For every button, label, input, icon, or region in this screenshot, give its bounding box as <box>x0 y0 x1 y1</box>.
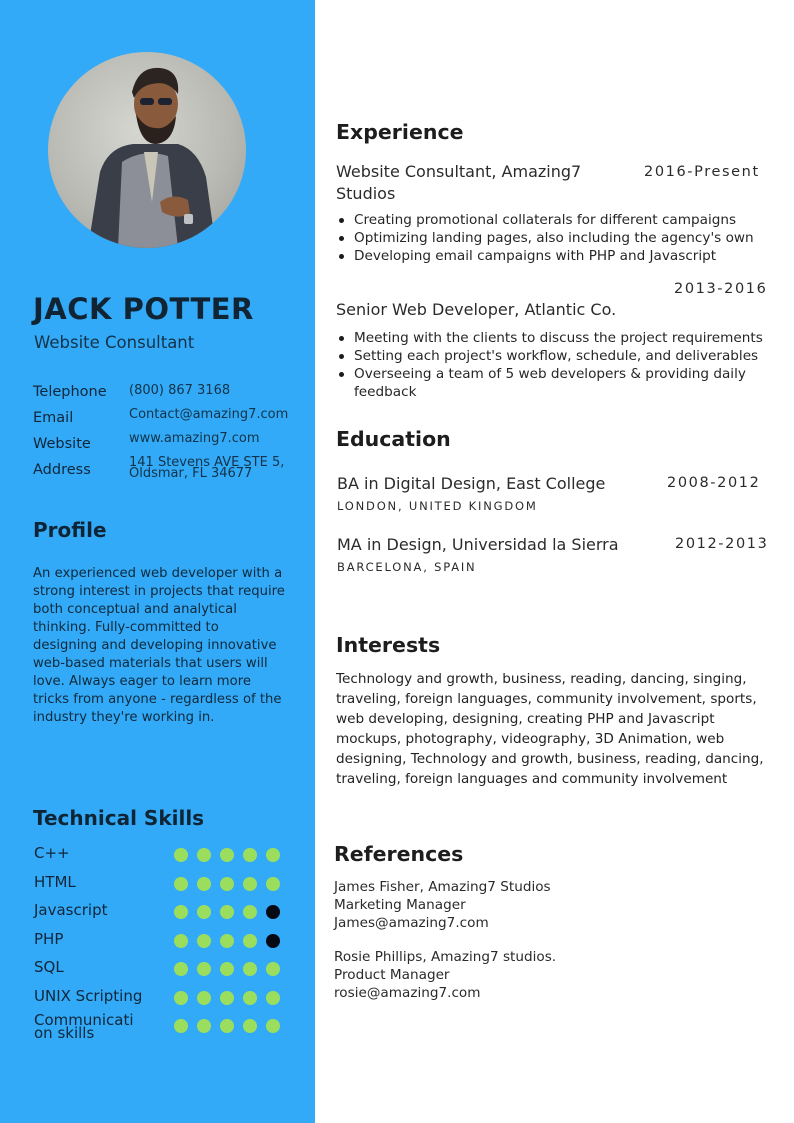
profile-heading: Profile <box>33 518 107 542</box>
rating-dot-filled-icon <box>266 962 280 976</box>
reference-entry <box>334 878 551 932</box>
rating-dot-filled-icon <box>197 962 211 976</box>
contact-label: Email <box>33 410 74 426</box>
website-link[interactable]: www.amazing7.com <box>129 431 260 446</box>
skill-row <box>33 958 293 987</box>
skill-row <box>33 901 293 930</box>
contact-telephone <box>33 383 303 409</box>
address-line-1: 141 Stevens AVE STE 5, <box>129 455 285 470</box>
skill-name-text: SQL <box>34 958 64 976</box>
telephone-value: (800) 867 3168 <box>129 383 231 398</box>
rating-dot-filled-icon <box>197 905 211 919</box>
rating-dot-filled-icon <box>220 1019 234 1033</box>
rating-dot-filled-icon <box>266 991 280 1005</box>
rating-dot-filled-icon <box>243 877 257 891</box>
reference-name: James Fisher, Amazing7 Studios <box>334 879 551 895</box>
skill-rating <box>174 905 280 919</box>
contact-label: Address <box>33 462 91 478</box>
education-heading: Education <box>336 427 451 451</box>
skill-name-text: C++ <box>34 844 70 862</box>
rating-dot-filled-icon <box>243 934 257 948</box>
skill-rating <box>174 877 280 891</box>
person-name: JACK POTTER <box>33 292 254 326</box>
skill-rating <box>174 934 280 948</box>
experience-heading: Experience <box>336 120 464 144</box>
rating-dot-filled-icon <box>266 848 280 862</box>
rating-dot-filled-icon <box>197 1019 211 1033</box>
skill-name-text: UNIX Scripting <box>34 986 143 1005</box>
rating-dot-filled-icon <box>220 905 234 919</box>
rating-dot-filled-icon <box>220 934 234 948</box>
rating-dot-filled-icon <box>243 905 257 919</box>
skill-name-text: Communicati <box>34 1011 134 1029</box>
job-title-line-2: Studios <box>336 184 396 203</box>
skill-name <box>34 872 154 891</box>
bullet-item: Developing email campaigns with PHP and Javascript <box>338 247 768 265</box>
skill-rating <box>174 848 280 862</box>
rating-dot-filled-icon <box>174 991 188 1005</box>
job-bullets <box>338 329 763 401</box>
skill-name <box>34 1011 154 1042</box>
skill-name-text: PHP <box>34 929 64 948</box>
bullet-item: Setting each project's workflow, schedule, and deliverables <box>338 347 763 365</box>
job-dates: 2016-Present <box>644 164 760 180</box>
rating-dot-empty-icon <box>266 905 280 919</box>
skill-row <box>33 1011 293 1044</box>
rating-dot-filled-icon <box>174 934 188 948</box>
references-heading: References <box>334 842 464 866</box>
interests-text: Technology and growth, business, reading, dancing, singing, traveling, foreign languages, community involvement, sports, web developing, designing, creating PHP and Javascript mockups, photography, videography, 3D Animation, web designing, Technology and growth, business, reading, dancing, traveling, foreign languages and community involvement <box>336 671 764 787</box>
rating-dot-filled-icon <box>266 877 280 891</box>
rating-dot-filled-icon <box>197 934 211 948</box>
skill-name <box>34 986 154 1005</box>
rating-dot-filled-icon <box>174 905 188 919</box>
skill-name-text: Javascript <box>34 901 108 919</box>
email-link[interactable]: Contact@amazing7.com <box>129 407 289 422</box>
bullet-item: Creating promotional collaterals for different campaigns <box>338 211 768 229</box>
skill-rating <box>174 1019 280 1033</box>
contact-address <box>33 455 303 487</box>
education-place: LONDON, UNITED KINGDOM <box>337 499 538 513</box>
skill-row <box>33 930 293 959</box>
reference-role: Marketing Manager <box>334 897 466 913</box>
skill-name <box>34 929 154 948</box>
contact-label: Telephone <box>33 384 107 400</box>
skill-rating <box>174 962 280 976</box>
rating-dot-filled-icon <box>266 1019 280 1033</box>
reference-name: Rosie Phillips, Amazing7 studios. <box>334 949 557 965</box>
person-title: Website Consultant <box>34 333 195 352</box>
rating-dot-filled-icon <box>220 877 234 891</box>
reference-entry <box>334 948 556 1002</box>
rating-dot-filled-icon <box>197 877 211 891</box>
interests-heading: Interests <box>336 633 441 657</box>
reference-email[interactable]: rosie@amazing7.com <box>334 985 481 1001</box>
skill-row <box>33 873 293 902</box>
profile-photo <box>48 52 246 248</box>
job-title-line-1: Website Consultant, Amazing7 <box>336 162 582 181</box>
rating-dot-filled-icon <box>220 848 234 862</box>
address-line-2: Oldsmar, FL 34677 <box>129 466 253 481</box>
skill-name <box>34 846 154 861</box>
contact-label: Website <box>33 436 91 452</box>
contact-list <box>33 383 303 487</box>
rating-dot-filled-icon <box>174 848 188 862</box>
skill-name-text: HTML <box>34 872 76 891</box>
rating-dot-empty-icon <box>266 934 280 948</box>
rating-dot-filled-icon <box>174 1019 188 1033</box>
education-degree: BA in Digital Design, East College <box>337 474 606 493</box>
sidebar <box>0 0 315 1123</box>
rating-dot-filled-icon <box>174 877 188 891</box>
job-title <box>336 161 581 205</box>
job-title: Senior Web Developer, Atlantic Co. <box>336 300 617 319</box>
education-degree: MA in Design, Universidad la Sierra <box>337 535 619 554</box>
education-dates: 2008-2012 <box>667 475 761 491</box>
rating-dot-filled-icon <box>243 962 257 976</box>
rating-dot-filled-icon <box>220 962 234 976</box>
rating-dot-filled-icon <box>174 962 188 976</box>
rating-dot-filled-icon <box>220 991 234 1005</box>
skill-row <box>33 844 293 873</box>
skill-name <box>34 960 154 975</box>
rating-dot-filled-icon <box>197 848 211 862</box>
skill-rating <box>174 991 280 1005</box>
rating-dot-filled-icon <box>243 991 257 1005</box>
reference-role: Product Manager <box>334 967 450 983</box>
education-place: BARCELONA, SPAIN <box>337 560 477 574</box>
person-photo-icon <box>48 52 246 248</box>
bullet-item: Optimizing landing pages, also including the agency's own <box>338 229 768 247</box>
skill-name-text: on skills <box>34 1024 95 1042</box>
skills-heading: Technical Skills <box>33 806 205 830</box>
reference-email[interactable]: James@amazing7.com <box>334 915 489 931</box>
bullet-item: Meeting with the clients to discuss the project requirements <box>338 329 763 347</box>
rating-dot-filled-icon <box>197 991 211 1005</box>
skill-name <box>34 903 154 918</box>
skills-list <box>33 844 293 1044</box>
job-dates: 2013-2016 <box>674 281 768 297</box>
rating-dot-filled-icon <box>243 1019 257 1033</box>
rating-dot-filled-icon <box>243 848 257 862</box>
job-bullets <box>338 211 768 265</box>
education-dates: 2012-2013 <box>675 536 769 552</box>
bullet-item: Overseeing a team of 5 web developers & providing daily feedback <box>338 365 763 401</box>
profile-text: An experienced web developer with a strong interest in projects that require both conceptual and analytical thinking. Fully-committed to designing and developing innovative web-based materials that users will love. Always eager to learn more tricks from anyone - regardless of the industry they're working in. <box>33 566 285 725</box>
